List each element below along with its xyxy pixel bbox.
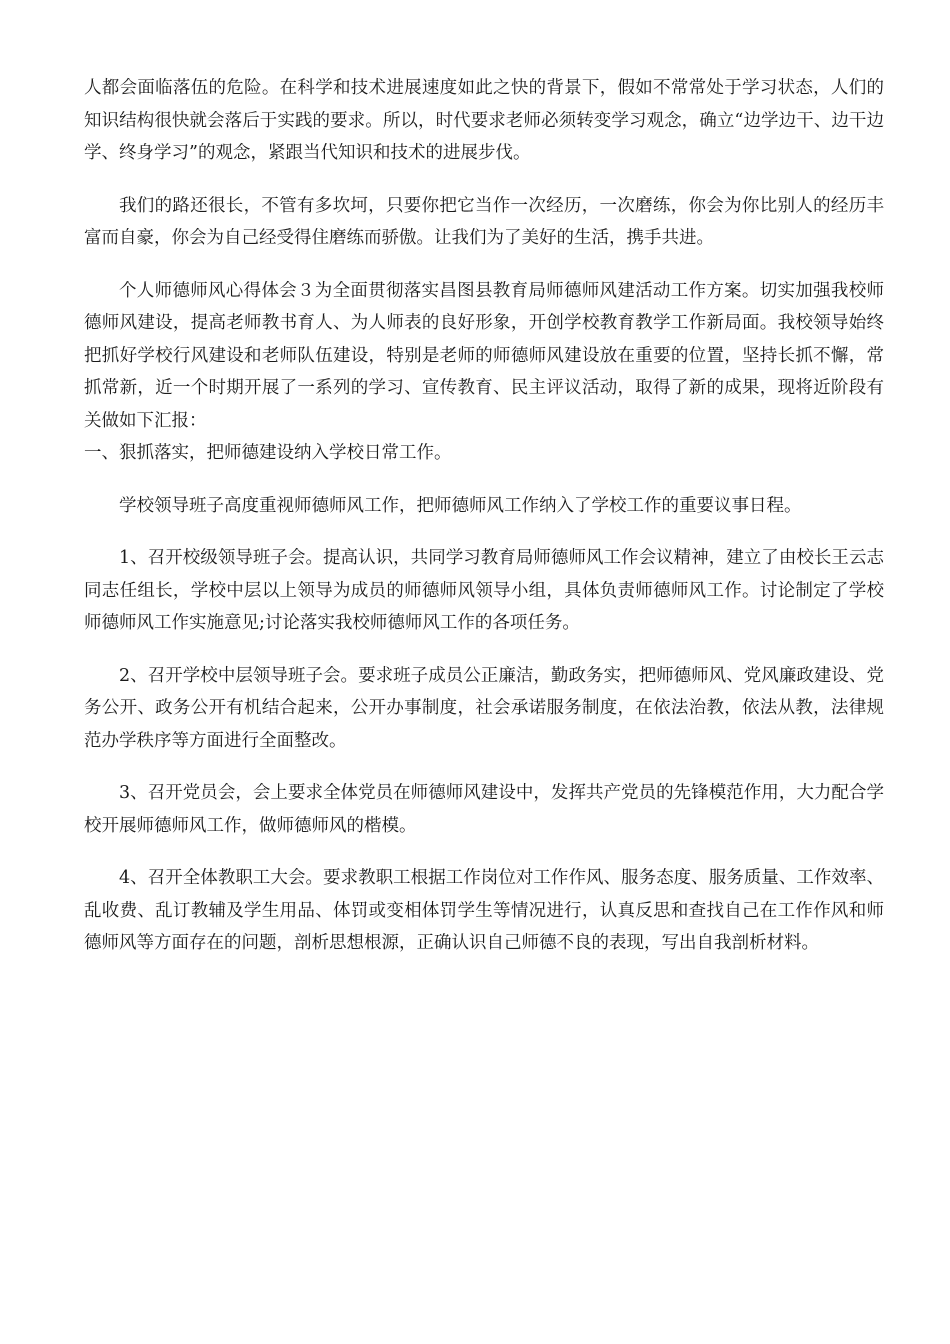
list-item-2: 2、召开学校中层领导班子会。要求班子成员公正廉洁，勤政务实，把师德师风、党风廉政建设、党务公开、政务公开有机结合起来，公开办事制度，社会承诺服务制度，在依法治教，依法从教，法律规范办学秩序等方面进行全面整改。 xyxy=(84,665,884,751)
paragraph-section-body: 学校领导班子高度重视师德师风工作，把师德师风工作纳入了学校工作的重要议事日程。 xyxy=(119,495,802,516)
section-heading: 一、狠抓落实，把师德建设纳入学校日常工作。 xyxy=(84,443,452,463)
list-item-1: 1、召开校级领导班子会。提高认识，共同学习教育局师德师风工作会议精神，建立了由校长王云志同志任组长，学校中层以上领导为成员的师德师风领导小组，具体负责师德师风工作。讨论制定了学校师德师风工作实施意见;讨论落实我校师德师风工作的各项任务。 xyxy=(84,548,884,633)
paragraph-continued: 人都会面临落伍的危险。在科学和技术进展速度如此之快的背景下，假如不常常处于学习状态，人们的知识结构很快就会落后于实践的要求。所以，时代要求老师必须转变学习观念，确立“边学边干、边干边学、终身学习”的观念，紧跟当代知识和技术的进展步伐。 xyxy=(84,78,884,163)
paragraph-intro: 个人师德师风心得体会３为全面贯彻落实昌图县教育局师德师风建活动工作方案。切实加强我校师德师风建设，提高老师教书育人、为人师表的良好形象，开创学校教育教学工作新局面。我校领导始终把抓好学校行风建设和老师队伍建设，特别是老师的师德师风建设放在重要的位置，坚持长抓不懈，常抓常新，近一个时期开展了一系列的学习、宣传教育、民主评议活动，取得了新的成果，现将近阶段有关做如下汇报： xyxy=(84,280,884,431)
list-item-3: 3、召开党员会，会上要求全体党员在师德师风建设中，发挥共产党员的先锋模范作用，大力配合学校开展师德师风工作，做师德师风的楷模。 xyxy=(84,783,884,836)
paragraph-closing: 我们的路还很长，不管有多坎坷，只要你把它当作一次经历，一次磨练，你会为你比别人的经历丰富而自豪，你会为自己经受得住磨练而骄傲。让我们为了美好的生活，携手共进。 xyxy=(84,195,884,248)
document-page xyxy=(84,72,884,960)
list-item-4: 4、召开全体教职工大会。要求教职工根据工作岗位对工作作风、服务态度、服务质量、工作效率、乱收费、乱订教辅及学生用品、体罚或变相体罚学生等情况进行，认真反思和查找自己在工作作风和师德师风等方面存在的问题，剖析思想根源，正确认识自己师德不良的表现，写出自我剖析材料。 xyxy=(84,868,884,953)
